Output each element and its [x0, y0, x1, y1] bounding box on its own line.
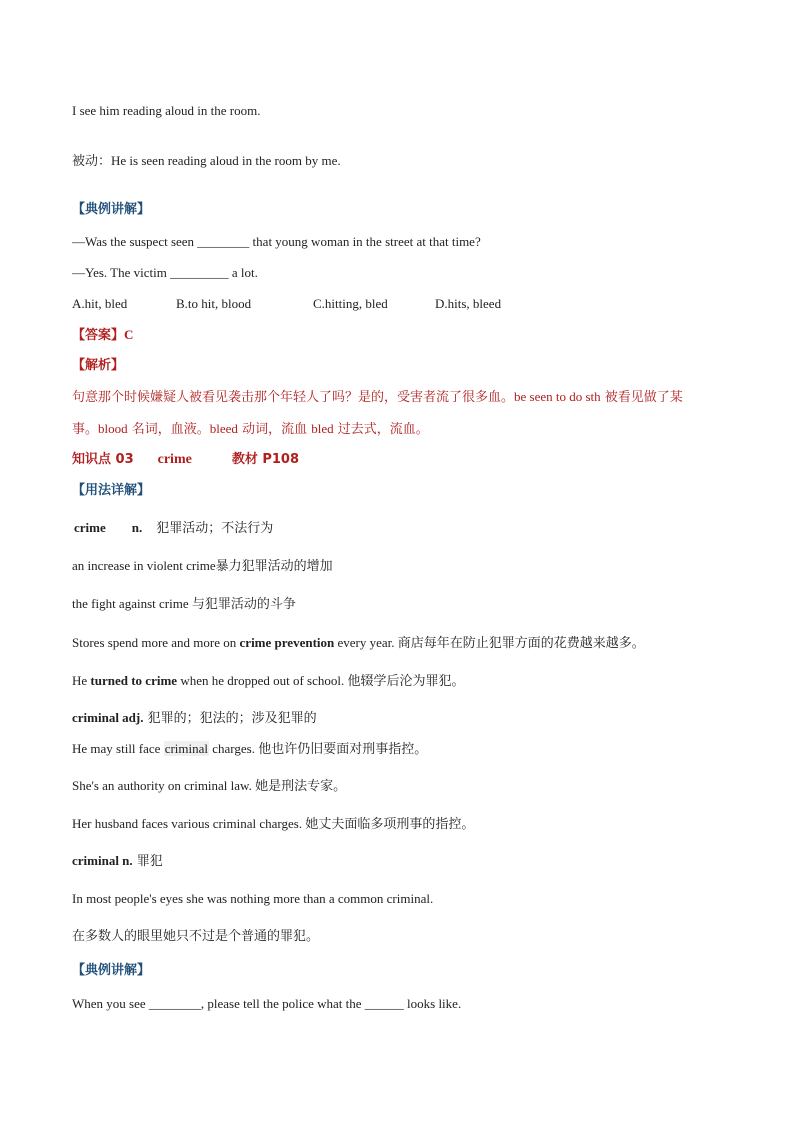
entry-word: crime — [74, 520, 106, 535]
crime-example-4 — [72, 673, 465, 690]
kp-word: crime — [157, 452, 192, 467]
example-en: charges. — [209, 741, 259, 756]
entry-def: 罪犯 — [132, 854, 163, 869]
highlighted-word: criminal — [164, 741, 209, 756]
example-cn: 暴力犯罪活动的增加 — [215, 559, 333, 574]
entry-word: criminal adj. — [72, 710, 144, 725]
knowledge-point-heading — [72, 452, 299, 468]
usage-heading: 【用法详解】 — [72, 483, 151, 498]
option-d: D.hits, bleed — [435, 296, 502, 311]
example-en: every year. — [334, 635, 398, 650]
analysis-line-1 — [72, 389, 683, 406]
criminal-adj-entry — [72, 710, 317, 727]
analysis-text: 动词，流血 — [237, 422, 312, 437]
crime-example-1 — [72, 558, 333, 575]
option-c: C.hitting, bled — [313, 296, 388, 311]
question-line-3: When you see ________, please tell the police what the ______ looks like. — [72, 996, 462, 1011]
answer-label: 【答案】 — [72, 328, 125, 343]
sentence-passive — [72, 153, 341, 170]
question-line-2: —Yes. The victim _________ a lot. — [72, 265, 258, 280]
answer-value: C — [124, 327, 134, 342]
analysis-text: 事。 — [72, 422, 99, 437]
criminal-n-example-en: In most people's eyes she was nothing more than a common criminal. — [72, 891, 434, 906]
kp-label: 知识点 03 — [72, 452, 134, 467]
option-b: B.to hit, blood — [176, 296, 252, 311]
example-heading-2: 【典例讲解】 — [72, 963, 151, 978]
crime-example-2 — [72, 596, 296, 613]
example-key: crime prevention — [239, 635, 335, 650]
analysis-en: bled — [311, 421, 334, 436]
analysis-text: 句意那个时候嫌疑人被看见袭击那个年轻人了吗？是的，受害者流了很多血。 — [72, 390, 515, 405]
example-en: an increase in violent crime — [72, 558, 216, 573]
criminal-adj-example-2 — [72, 778, 346, 795]
crime-entry — [74, 520, 273, 537]
analysis-text: 过去式，流血。 — [333, 422, 429, 437]
crime-example-3 — [72, 635, 645, 652]
example-key: turned to crime — [90, 673, 178, 688]
question-line-1: —Was the suspect seen ________ that young woman in the street at that time? — [72, 234, 481, 249]
entry-def: 犯罪的；犯法的；涉及犯罪的 — [143, 711, 317, 726]
analysis-en: be seen to do sth — [514, 389, 601, 404]
analysis-label: 【解析】 — [72, 358, 125, 373]
example-en: He may still face — [72, 741, 164, 756]
example-en: the fight against crime — [72, 596, 192, 611]
example-cn: 与犯罪活动的斗争 — [191, 597, 296, 612]
example-cn: 她是刑法专家。 — [255, 779, 347, 794]
answer-line — [72, 327, 133, 344]
entry-pos: n. — [131, 520, 143, 535]
analysis-en: blood — [98, 421, 128, 436]
example-cn: 他辍学后沦为罪犯。 — [347, 674, 465, 689]
example-en: He — [72, 673, 91, 688]
entry-def: 犯罪活动；不法行为 — [156, 521, 274, 536]
criminal-n-example-cn: 在多数人的眼里她只不过是个普通的罪犯。 — [72, 929, 320, 944]
analysis-line-2 — [72, 421, 429, 438]
analysis-text: 被看见做了某 — [600, 390, 683, 405]
example-cn: 她丈夫面临多项刑事的指控。 — [305, 817, 475, 832]
criminal-adj-example-3 — [72, 816, 474, 833]
option-a: A.hit, bled — [72, 296, 128, 311]
example-en: when he dropped out of school. — [177, 673, 348, 688]
example-cn: 商店每年在防止犯罪方面的花费越来越多。 — [397, 636, 645, 651]
analysis-text: 名词，血液。 — [127, 422, 210, 437]
example-cn: 他也许仍旧要面对刑事指控。 — [258, 742, 428, 757]
entry-word: criminal n. — [72, 853, 133, 868]
passive-prefix: 被动： — [72, 154, 112, 169]
example-en: She's an authority on criminal law. — [72, 778, 256, 793]
sentence-active: I see him reading aloud in the room. — [72, 103, 261, 118]
analysis-en: bleed — [209, 421, 238, 436]
example-en: Stores spend more and more on — [72, 635, 240, 650]
criminal-adj-example-1 — [72, 741, 427, 758]
kp-ref: 教材 P108 — [231, 452, 300, 467]
example-en: Her husband faces various criminal charges. — [72, 816, 306, 831]
passive-text: He is seen reading aloud in the room by me. — [111, 153, 341, 168]
criminal-n-entry — [72, 853, 163, 870]
example-heading-1: 【典例讲解】 — [72, 202, 151, 217]
